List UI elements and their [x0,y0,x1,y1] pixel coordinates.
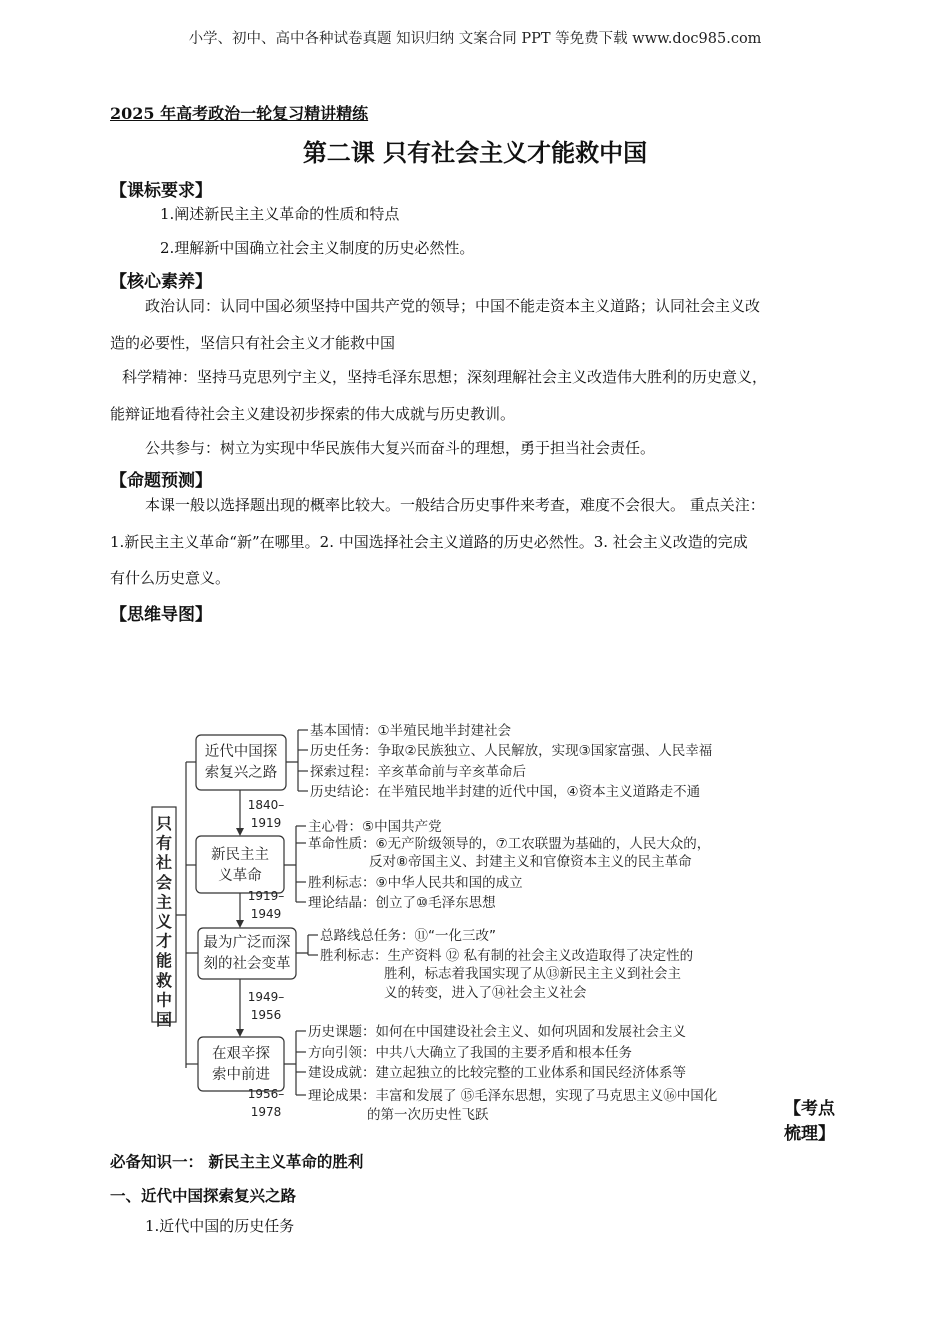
root-char: 主 [155,892,173,912]
arrow-head [236,1029,244,1037]
period-label: 1949– [247,990,285,1004]
mind-map-node-box [196,836,284,893]
root-char: 会 [155,872,173,892]
period-label: 1919– [247,889,285,903]
branch-text: 义的转变，进入了⑭社会主义社会 [384,985,587,1001]
branch-text: 历史结论：在半殖民地半封建的近代中国，④资本主义道路走不通 [310,784,701,800]
doc-subtitle: 2025 年高考政治一轮复习精讲精练 [110,104,369,123]
root-char: 有 [155,833,173,853]
period-label: 1956– [247,1087,285,1101]
branch-bracket [286,730,298,791]
mind-map-node-label: 在艰辛探 [212,1046,270,1062]
root-char: 只 [155,814,173,833]
mingti-line: 1.新民主主义革命“新”在哪里。2. 中国选择社会主义道路的历史必然性。3. 社会主义改造的完成 [110,533,748,551]
period-label: 1978 [250,1105,282,1119]
root-char: 国 [155,1010,173,1029]
arrow-head [236,828,244,836]
mind-map-node-label: 最为广泛而深 [203,935,291,951]
root-char: 中 [155,990,173,1010]
branch-text: 的第一次历史性飞跃 [367,1107,489,1123]
knowledge-item: 1.近代中国的历史任务 [145,1217,295,1235]
branch-text: 建设成就：建立起独立的比较完整的工业体系和国民经济体系等 [308,1065,686,1081]
branch-text: 理论结晶：创立了⑩毛泽东思想 [308,895,496,911]
section-heading-kebiao: 【课标要求】 [110,181,212,201]
branch-text: 主心骨：⑤中国共产党 [308,819,442,835]
root-char: 救 [155,970,173,990]
mind-map-node-label: 新民主主 [211,847,269,863]
root-bracket [176,762,186,1068]
knowledge-heading: 必备知识一： 新民主主义革命的胜利 [110,1153,364,1171]
kaodian-heading: 【考点梳理】 [784,1099,835,1144]
period-label: 1919 [250,816,282,830]
arrow-head [236,920,244,928]
period-label: 1949 [250,907,282,921]
branch-bracket [284,826,296,902]
knowledge-part: 一、近代中国探索复兴之路 [110,1187,297,1205]
page-title: 第二课 只有社会主义才能救中国 [302,139,648,167]
branch-text: 胜利标志：生产资料 ⑫ 私有制的社会主义改造取得了决定性的 [320,948,694,964]
branch-text: 基本国情：①半殖民地半封建社会 [310,723,512,739]
page-header: 小学、初中、高中各种试卷真题 知识归纳 文案合同 PPT 等免费下载 www.doc985.com [188,31,762,47]
kebiao-item: 2.理解新中国确立社会主义制度的历史必然性。 [160,239,475,257]
branch-text: 探索过程：辛亥革命前与辛亥革命后 [310,764,526,780]
hexin-line: 能辩证地看待社会主义建设初步探索的伟大成就与历史教训。 [110,405,516,423]
branch-text: 方向引领：中共八大确立了我国的主要矛盾和根本任务 [308,1045,632,1061]
branch-text: 历史课题：如何在中国建设社会主义、如何巩固和发展社会主义 [308,1024,686,1040]
hexin-line: 公共参与：树立为实现中华民族伟大复兴而奋斗的理想，勇于担当社会责任。 [145,439,656,457]
branch-text: 胜利标志：⑨中华人民共和国的成立 [308,875,523,891]
mind-map-node-label: 近代中国探 [204,744,278,760]
branch-bracket [284,1031,296,1095]
branch-text: 反对⑧帝国主义、封建主义和官僚资本主义的民主革命 [369,854,692,870]
branch-text: 革命性质：⑥无产阶级领导的，⑦工农联盟为基础的，人民大众的， [308,836,711,852]
mind-map-node-label: 索中前进 [212,1067,270,1083]
branch-text: 总路线总任务：⑪“一化三改” [320,928,496,944]
hexin-line: 科学精神：坚持马克思列宁主义，坚持毛泽东思想；深刻理解社会主义改造伟大胜利的历史意义， [122,368,768,386]
branch-text: 历史任务：争取②民族独立、人民解放，实现③国家富强、人民幸福 [310,743,713,759]
mind-map-root-label [155,814,172,1029]
mind-map-node-label: 索复兴之路 [204,765,278,781]
kebiao-item: 1.阐述新民主主义革命的性质和特点 [160,205,400,223]
period-label: 1840– [247,798,285,812]
branch-text: 胜利，标志着我国实现了从⑬新民主主义到社会主 [384,966,681,982]
section-heading-hexin: 【核心素养】 [110,272,212,292]
root-char: 义 [155,912,173,931]
hexin-line: 政治认同：认同中国必须坚持中国共产党的领导；中国不能走资本主义道路；认同社会主义改 [145,297,761,315]
mingti-line: 有什么历史意义。 [110,569,231,587]
root-char: 才 [155,931,173,951]
branch-text: 理论成果：丰富和发展了 ⑮毛泽东思想，实现了马克思主义⑯中国化 [308,1088,718,1104]
root-char: 能 [155,951,173,971]
section-heading-siwei: 【思维导图】 [110,605,212,625]
branch-bracket [296,935,308,955]
section-heading-mingti: 【命题预测】 [110,471,212,491]
mind-map-node-label: 义革命 [218,868,262,884]
root-char: 社 [155,853,173,873]
mingti-line: 本课一般以选择题出现的概率比较大。一般结合历史事件来考查，难度不会很大。 重点关注： [145,496,765,514]
period-label: 1956 [250,1008,282,1022]
mind-map-node-label: 刻的社会变革 [203,956,291,972]
hexin-line: 造的必要性，坚信只有社会主义才能救中国 [110,334,396,352]
